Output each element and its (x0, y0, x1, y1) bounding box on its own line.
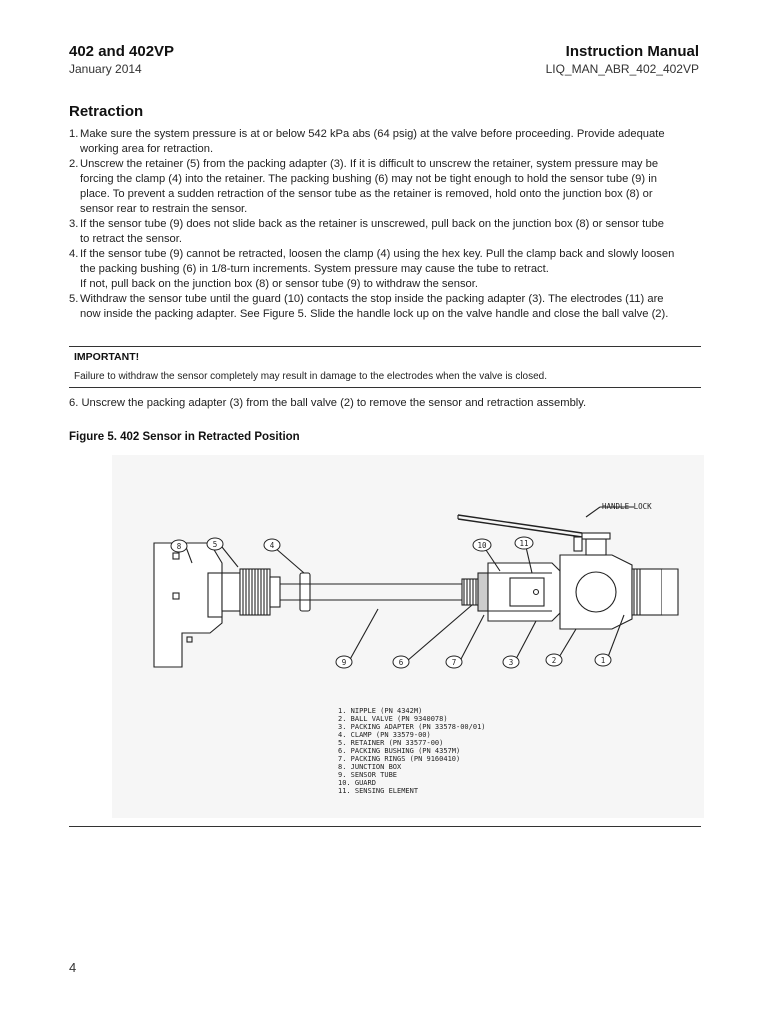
callout-10: 10 (477, 541, 487, 550)
step-1 (69, 127, 703, 157)
legend-item: 7. PACKING RINGS (PN 9160410) (338, 755, 461, 763)
step-line: the packing bushing (6) in 1/8-turn increments. System pressure may cause the tube to retract. (80, 263, 549, 275)
figure-bottom-rule (69, 826, 701, 827)
step-line: If the sensor tube (9) cannot be retracted, loosen the clamp (4) using the hex key. Pull the clamp back and slowly loosen (80, 248, 675, 260)
step-line: working area for retraction. (80, 143, 214, 155)
figure-402-retracted (112, 455, 704, 818)
step-line: Make sure the system pressure is at or below 542 kPa abs (64 psig) at the valve before proceeding. Provide adequate (80, 128, 665, 140)
step-number: 3. (69, 218, 79, 230)
step-line: forcing the clamp (4) into the retainer. The packing bushing (6) may not be tight enough to hold the sensor tube (9) in (80, 173, 657, 185)
figure-caption: Figure 5. 402 Sensor in Retracted Position (69, 431, 300, 443)
page-number: 4 (69, 960, 77, 975)
step-number: 2. (69, 158, 79, 170)
callout-2: 2 (551, 656, 557, 665)
step-number: 4. (69, 248, 79, 260)
step-line: place. To prevent a sudden retraction of the sensor tube as the retainer is removed, hold onto the junction box (8) or (80, 188, 653, 200)
step-line: If the sensor tube (9) does not slide back as the retainer is unscrewed, pull back on the junction box (8) or sensor tube (80, 218, 664, 230)
document-number: LIQ_MAN_ABR_402_402VP (545, 62, 699, 76)
step-3 (69, 217, 703, 247)
legend-item: 11. SENSING ELEMENT (338, 787, 419, 795)
callout-5: 5 (212, 540, 218, 549)
step-6: 6. Unscrew the packing adapter (3) from the ball valve (2) to remove the sensor and retraction assembly. (69, 397, 587, 409)
document-date: January 2014 (69, 62, 142, 76)
callout-4: 4 (269, 541, 275, 550)
document-type: Instruction Manual (565, 43, 699, 60)
callout-1: 1 (600, 656, 606, 665)
important-text: Failure to withdraw the sensor completely may result in damage to the electrodes when the valve is closed. (74, 371, 548, 382)
step-line: sensor rear to restrain the sensor. (80, 203, 248, 215)
retraction-steps (69, 127, 703, 322)
step-4 (69, 247, 703, 292)
step-2 (69, 157, 703, 217)
legend-item: 1. NIPPLE (PN 4342M) (338, 707, 423, 715)
callout-7: 7 (451, 658, 457, 667)
step-line: If not, pull back on the junction box (8) or sensor tube (9) to withdraw the sensor. (80, 278, 478, 290)
retainer-shape (222, 573, 240, 611)
important-title: IMPORTANT! (74, 351, 140, 363)
step-number: 5. (69, 293, 79, 305)
callout-3: 3 (508, 658, 514, 667)
callout-6: 6 (398, 658, 404, 667)
callout-9: 9 (341, 658, 347, 667)
legend-item: 10. GUARD (338, 779, 376, 787)
legend-item: 2. BALL VALVE (PN 9340078) (338, 715, 448, 723)
legend-item: 8. JUNCTION BOX (338, 763, 402, 771)
legend-item: 4. CLAMP (PN 33579-00) (338, 731, 431, 739)
sensor-assembly-drawing (112, 455, 704, 818)
clamp-shape (300, 573, 310, 611)
legend-item: 3. PACKING ADAPTER (PN 33578-00/01) (338, 723, 486, 731)
step-5 (69, 292, 703, 322)
step-number: 1. (69, 128, 79, 140)
ball-valve-shape (560, 555, 632, 629)
legend-item: 5. RETAINER (PN 33577-00) (338, 739, 444, 747)
step-line: Withdraw the sensor tube until the guard (10) contacts the stop inside the packing adapter (3). The electrodes (11) are (80, 293, 664, 305)
legend-item: 6. PACKING BUSHING (PN 4357M) (338, 747, 461, 755)
legend-item: 9. SENSOR TUBE (338, 771, 398, 779)
section-heading: Retraction (69, 103, 144, 120)
step-line: Unscrew the retainer (5) from the packing adapter (3). If it is difficult to unscrew the retainer, system pressure may be (80, 158, 659, 170)
step-line: now inside the packing adapter. See Figure 5. Slide the handle lock up on the valve handle and close the ball valve (2). (80, 308, 669, 320)
callout-8: 8 (176, 542, 182, 551)
step-line: to retract the sensor. (80, 233, 182, 245)
handle-lock-label: HANDLE LOCK (602, 502, 652, 511)
product-title: 402 and 402VP (69, 43, 175, 60)
callout-11: 11 (519, 539, 529, 548)
